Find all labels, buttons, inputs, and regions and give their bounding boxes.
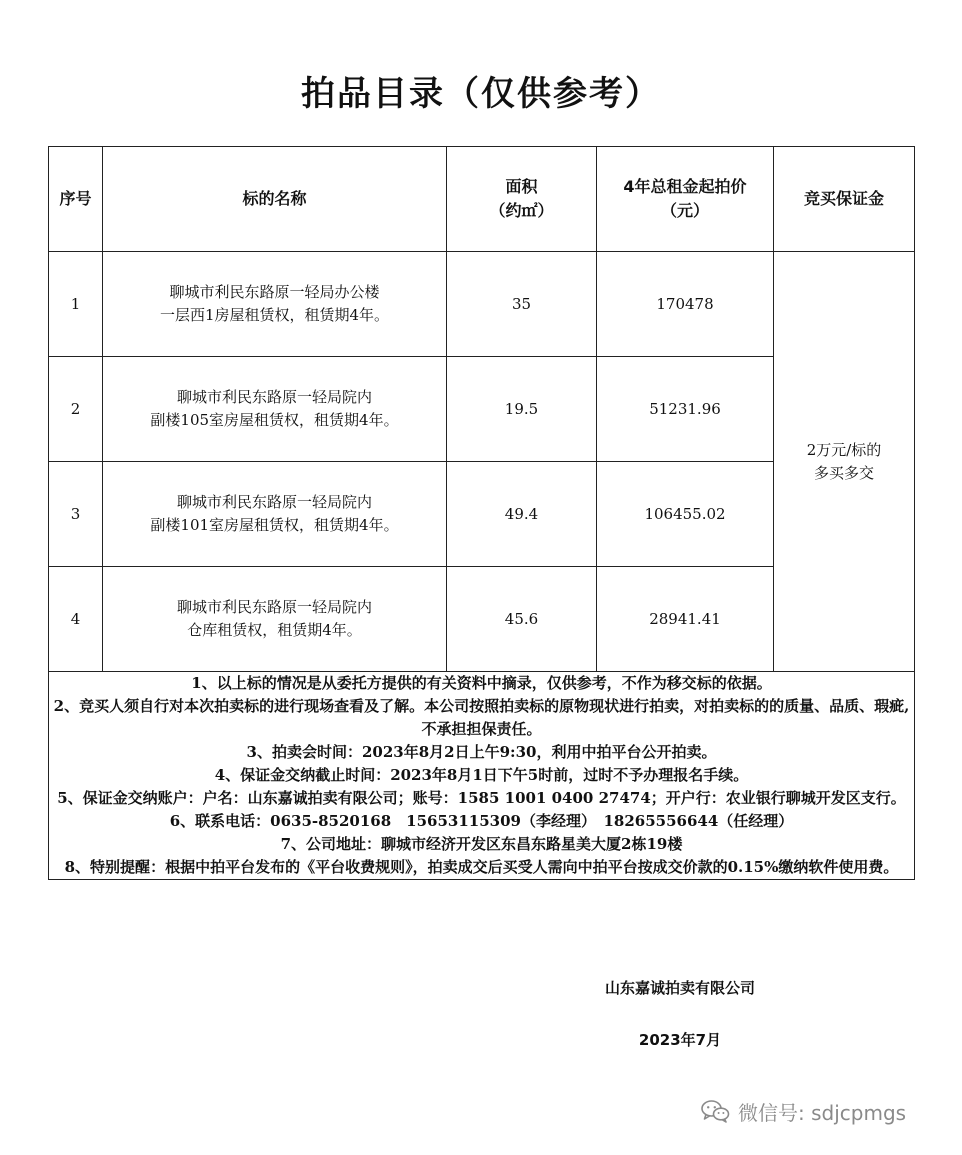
header-price bbox=[597, 147, 774, 252]
row-name-line1: 聊城市利民东路原一轻局办公楼 bbox=[169, 283, 380, 301]
document-date: 2023年7月 bbox=[638, 1031, 722, 1049]
row-name-line2: 仓库租赁权，租赁期4年。 bbox=[187, 621, 362, 639]
note-item: 8、特别提醒：根据中拍平台发布的《平台收费规则》，拍卖成交后买受人需向中拍平台按成交价款的0.15%缴纳软件使用费。 bbox=[64, 858, 899, 876]
row-price: 106455.02 bbox=[597, 462, 774, 567]
deposit-cell bbox=[774, 252, 915, 672]
page-title: 拍品目录（仅供参考） bbox=[301, 74, 661, 114]
company-signature: 山东嘉诚拍卖有限公司 bbox=[604, 979, 755, 997]
auction-catalog-table bbox=[48, 146, 915, 880]
note-item: 6、联系电话：0635-8520168 15653115309（李经理） 18265556644（任经理） bbox=[169, 812, 794, 830]
row-name-line1: 聊城市利民东路原一轻局院内 bbox=[176, 493, 372, 511]
deposit-line2: 多买多交 bbox=[813, 463, 874, 482]
header-index: 序号 bbox=[49, 147, 103, 252]
row-name-line2: 副楼105室房屋租赁权，租赁期4年。 bbox=[150, 411, 399, 429]
header-area-line2: （约㎡） bbox=[489, 201, 554, 220]
header-price-line1: 4年总租金起拍价 bbox=[623, 177, 747, 196]
wechat-icon bbox=[700, 1099, 730, 1123]
deposit-line1: 2万元/标的 bbox=[806, 440, 882, 459]
row-price: 170478 bbox=[597, 252, 774, 357]
row-index: 3 bbox=[49, 462, 103, 567]
row-name-line1: 聊城市利民东路原一轻局院内 bbox=[176, 598, 372, 616]
note-item: 7、公司地址：聊城市经济开发区东昌东路星美大厦2栋19楼 bbox=[280, 835, 683, 853]
row-area: 35 bbox=[447, 252, 597, 357]
row-name bbox=[103, 462, 447, 567]
note-item: 4、保证金交纳截止时间：2023年8月1日下午5时前，过时不予办理报名手续。 bbox=[214, 766, 749, 784]
notes-row bbox=[49, 672, 915, 880]
row-area: 49.4 bbox=[447, 462, 597, 567]
row-name bbox=[103, 252, 447, 357]
row-area: 19.5 bbox=[447, 357, 597, 462]
row-area: 45.6 bbox=[447, 567, 597, 672]
table-header-row bbox=[49, 147, 915, 252]
row-price: 28941.41 bbox=[597, 567, 774, 672]
row-name bbox=[103, 357, 447, 462]
header-area bbox=[447, 147, 597, 252]
header-area-line1: 面积 bbox=[505, 177, 538, 196]
row-name bbox=[103, 567, 447, 672]
row-name-line2: 副楼101室房屋租赁权，租赁期4年。 bbox=[150, 516, 399, 534]
row-name-line2: 一层西1房屋租赁权，租赁期4年。 bbox=[159, 306, 390, 324]
notes-cell bbox=[49, 672, 915, 880]
note-item: 5、保证金交纳账户：户名：山东嘉诚拍卖有限公司；账号：1585 1001 0400 27474；开户行：农业银行聊城开发区支行。 bbox=[57, 789, 906, 807]
table-row bbox=[49, 252, 915, 357]
note-item: 2、竞买人须自行对本次拍卖标的进行现场查看及了解。本公司按照拍卖标的原物现状进行拍卖，对拍卖标的的质量、品质、瑕疵,不承担担保责任。 bbox=[53, 697, 910, 738]
note-item: 3、拍卖会时间：2023年8月2日上午9:30，利用中拍平台公开拍卖。 bbox=[246, 743, 717, 761]
wechat-watermark bbox=[700, 1096, 906, 1126]
row-index: 4 bbox=[49, 567, 103, 672]
row-name-line1: 聊城市利民东路原一轻局院内 bbox=[176, 388, 372, 406]
header-name: 标的名称 bbox=[103, 147, 447, 252]
note-item: 1、以上标的情况是从委托方提供的有关资料中摘录，仅供参考，不作为移交标的依据。 bbox=[191, 674, 772, 692]
watermark-text: 微信号: sdjcpmgs bbox=[738, 1100, 907, 1125]
header-price-line2: （元） bbox=[660, 201, 709, 220]
row-price: 51231.96 bbox=[597, 357, 774, 462]
header-deposit: 竞买保证金 bbox=[774, 147, 915, 252]
row-index: 1 bbox=[49, 252, 103, 357]
row-index: 2 bbox=[49, 357, 103, 462]
